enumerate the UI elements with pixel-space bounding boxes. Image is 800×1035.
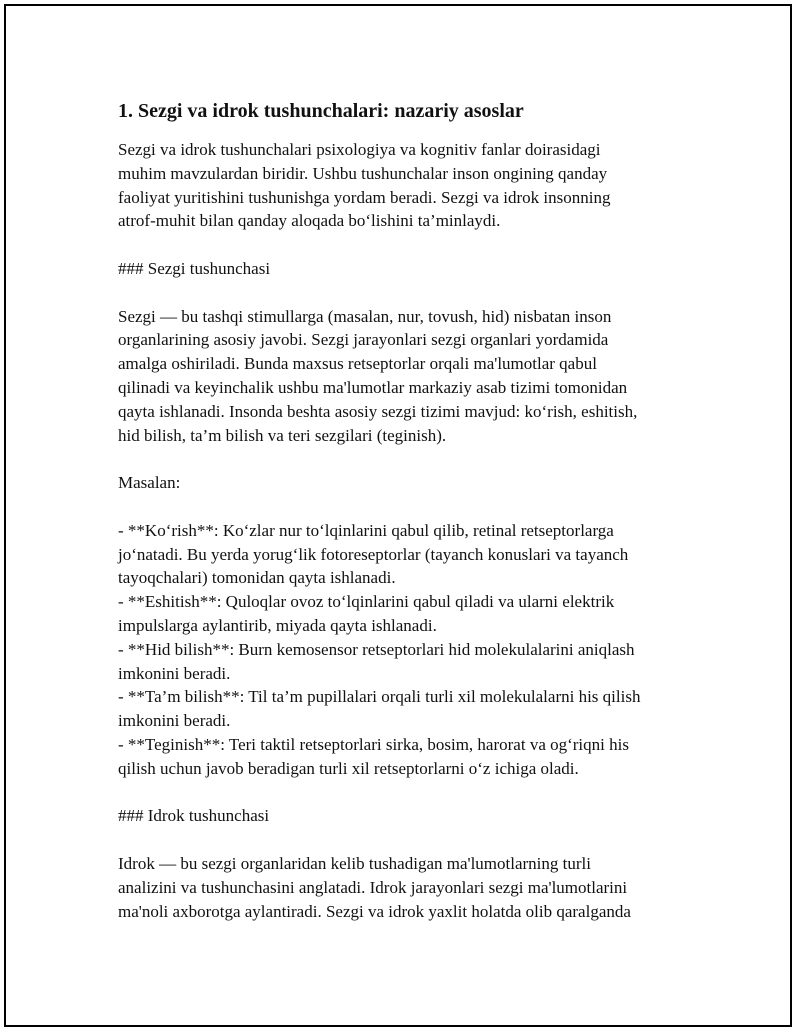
text-line: hid bilish, ta’m bilish va teri sezgilari (teginish).: [118, 425, 447, 445]
paragraph-gap: [118, 233, 698, 257]
text-line: muhim mavzulardan biridir. Ushbu tushunchalar inson ongining qanday: [118, 163, 608, 183]
text-line: qilinadi va keyinchalik ushbu ma'lumotlar markaziy asab tizimi tomonidan: [118, 377, 628, 397]
document-page: [4, 4, 792, 1027]
text-line: ### Idrok tushunchasi: [118, 806, 270, 826]
paragraph-gap: [118, 281, 698, 305]
text-line: tayoqchalari) tomonidan qayta ishlanadi.: [118, 568, 396, 588]
paragraph-gap: [118, 447, 698, 471]
paragraph-gap: [118, 495, 698, 519]
text-line: Masalan:: [118, 473, 181, 493]
text-line: Sezgi va idrok tushunchalari psixologiya va kognitiv fanlar doirasidagi: [118, 140, 601, 159]
text-line: - **Ta’m bilish**: Til ta’m pupillalari orqali turli xil molekulalarni his qilish: [118, 687, 641, 707]
text-line: jo‘natadi. Bu yerda yorug‘lik fotoreseptorlar (tayanch konuslari va tayanch: [118, 544, 629, 564]
text-line: faoliyat yuritishini tushunishga yordam beradi. Sezgi va idrok insonning: [118, 187, 611, 207]
paragraph: [118, 305, 698, 448]
paragraph: [118, 257, 698, 281]
text-line: Idrok — bu sezgi organlaridan kelib tushadigan ma'lumotlarning turli: [118, 853, 591, 873]
text-line: qilish uchun javob beradigan turli xil retseptorlarni o‘z ichiga oladi.: [118, 758, 579, 778]
text-line: impulslarga aylantirib, miyada qayta ishlanadi.: [118, 615, 437, 635]
text-line: imkonini beradi.: [118, 663, 231, 683]
document-body: [118, 98, 698, 923]
text-line: analizini va tushunchasini anglatadi. Idrok jarayonlari sezgi ma'lumotlarini: [118, 877, 628, 897]
paragraph: [118, 471, 698, 495]
text-line: Sezgi — bu tashqi stimullarga (masalan, nur, tovush, hid) nisbatan inson: [118, 306, 612, 326]
text-line: - **Ko‘rish**: Ko‘zlar nur to‘lqinlarini qabul qilib, retinal retseptorlarga: [118, 520, 614, 540]
paragraph-gap: [118, 781, 698, 805]
text-line: - **Hid bilish**: Burn kemosensor retseptorlari hid molekulalarini aniqlash: [118, 639, 635, 659]
text-line: - **Teginish**: Teri taktil retseptorlari sirka, bosim, harorat va og‘riqni his: [118, 734, 629, 754]
paragraph: [118, 852, 698, 923]
paragraphs-container: [118, 138, 698, 923]
paragraph: [118, 804, 698, 828]
paragraph: [118, 519, 698, 781]
section-heading: 1. Sezgi va idrok tushunchalari: nazariy asoslar: [118, 100, 524, 122]
text-line: imkonini beradi.: [118, 711, 231, 731]
text-line: amalga oshiriladi. Bunda maxsus retseptorlar orqali ma'lumotlar qabul: [118, 354, 597, 374]
text-line: ma'noli axborotga aylantiradi. Sezgi va idrok yaxlit holatda olib qaralganda: [118, 901, 631, 921]
paragraph-gap: [118, 828, 698, 852]
text-line: atrof-muhit bilan qanday aloqada bo‘lishini ta’minlaydi.: [118, 211, 501, 231]
paragraph: [118, 138, 698, 233]
text-line: - **Eshitish**: Quloqlar ovoz to‘lqinlarini qabul qiladi va ularni elektrik: [118, 592, 615, 612]
text-line: organlarining asosiy javobi. Sezgi jarayonlari sezgi organlari yordamida: [118, 330, 609, 350]
text-line: qayta ishlanadi. Insonda beshta asosiy sezgi tizimi mavjud: ko‘rish, eshitish,: [118, 401, 638, 421]
text-line: ### Sezgi tushunchasi: [118, 258, 271, 278]
